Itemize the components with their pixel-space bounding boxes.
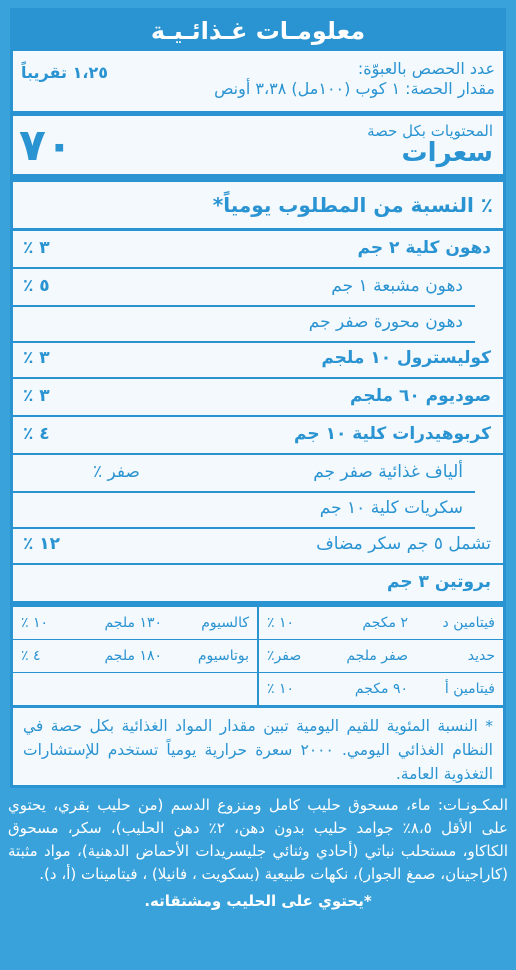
serving-size: مقدار الحصة: ١ كوب (١٠٠مل) ٣،٣٨ أونص [214, 79, 495, 98]
vitamin-amount: ٩٠ مكجم [354, 681, 408, 697]
nutrient-name: دهون محورة صفر جم [308, 312, 463, 332]
servings-per-container-label: عدد الحصص بالعبوّة: [357, 59, 495, 78]
vitamin-row [13, 640, 503, 673]
nutrient-pct: ٣ ٪ [23, 386, 50, 406]
nutrient-pct: ٣ ٪ [23, 238, 50, 258]
nutrient-name: دهون كلية ٢ جم [357, 238, 491, 258]
nutrient-row-total-sugars [13, 491, 503, 527]
nutrient-name: تشمل ٥ جم سكر مضاف [316, 534, 491, 554]
calories-value: ٧٠ [19, 120, 73, 171]
nutrient-row-added-sugars [13, 527, 503, 565]
serving-info [13, 51, 503, 116]
allergen-statement: *يحتوي على الحليب ومشتقاته. [144, 892, 372, 910]
nutrient-name: سكريات كلية ١٠ جم [319, 498, 463, 518]
nutrient-pct: ١٢ ٪ [23, 534, 61, 554]
nutrient-row-saturated-fat [13, 269, 503, 305]
panel-title: معلومـات غـذائـيـة [13, 11, 503, 51]
servings-per-container-value: ١،٢٥ تقريباً [21, 63, 108, 82]
nutrient-pct: ٥ ٪ [23, 276, 50, 296]
nutrient-row-protein [13, 565, 503, 607]
vitamin-pct: صفر٪ [267, 648, 302, 664]
vitamin-name: فيتامين أ [444, 681, 495, 697]
vitamin-name: فيتامين د [442, 615, 495, 631]
vitamin-name: كالسيوم [201, 615, 249, 631]
nutrient-name: كوليسترول ١٠ ملجم [321, 348, 491, 368]
ingredients-text: المكـونـات: ماء، مسحوق حليب كامل ومنزوع الدسم (من حليب بقري، يحتوي على الأقل ٨،٥٪ جوامد حليب بدون دهن، ٢٪ دهن الحليب)، سكر، مسحوق الكاكاو، مستحلب نباتي (أحادي وثنائي جليسريدات الأحماض الدهنية)، مواد مثبتة (كاراجينان، صمغ الجوار)، نكهات طبيعية (بسكويت ، فانيلا) ، فيتامينات (أ، د). [8, 796, 508, 883]
vitamin-amount: ١٨٠ ملجم [104, 648, 162, 664]
nutrient-row-total-carbohydrate [13, 417, 503, 455]
vitamin-cell [257, 607, 503, 639]
vitamin-cell-empty [13, 673, 257, 705]
vitamin-pct: ١٠ ٪ [21, 615, 49, 631]
nutrient-name: صوديوم ٦٠ ملجم [350, 386, 491, 406]
nutrient-row-trans-fat [13, 305, 503, 341]
calories-label: سعرات [401, 138, 493, 168]
nutrient-row-total-fat [13, 231, 503, 269]
vitamins-minerals-grid [13, 607, 503, 708]
vitamin-pct: ١٠ ٪ [267, 681, 295, 697]
vitamin-amount: ٢ مكجم [362, 615, 408, 631]
nutrient-name: دهون مشبعة ١ جم [331, 276, 463, 296]
nutrient-pct: ٣ ٪ [23, 348, 50, 368]
nutrient-pct: صفر ٪ [93, 462, 140, 482]
nutrient-row-dietary-fiber [13, 455, 503, 491]
nutrient-name: بروتين ٣ جم [387, 572, 491, 592]
vitamin-amount: ١٣٠ ملجم [104, 615, 162, 631]
nutrient-name: ألياف غذائية صفر جم [313, 462, 463, 482]
amount-per-serving-label: المحتويات بكل حصة [367, 122, 493, 140]
vitamin-row [13, 607, 503, 640]
nutrient-pct: ٤ ٪ [23, 424, 50, 444]
nutrient-row-sodium [13, 379, 503, 417]
vitamin-name: بوتاسيوم [197, 648, 249, 664]
vitamin-amount: صفر ملجم [346, 648, 408, 664]
nutrition-facts-panel [10, 8, 506, 788]
vitamin-pct: ٤ ٪ [21, 648, 41, 664]
daily-value-header: ٪ النسبة من المطلوب يومياً* [13, 182, 503, 231]
vitamin-cell [257, 673, 503, 705]
vitamin-pct: ١٠ ٪ [267, 615, 295, 631]
daily-value-footnote: * النسبة المئوية للقيم اليومية تبين مقدار المواد الغذائية بكل حصة في النظام الغذائي اليومي. ٢٠٠٠ سعرة حرارية يومياً تستخدم للإستشارات التغذوية العامة. [23, 717, 493, 783]
calories-section [13, 116, 503, 182]
vitamin-row [13, 673, 503, 705]
vitamin-name: حديد [467, 648, 495, 664]
vitamin-cell [257, 640, 503, 672]
vitamin-cell [13, 607, 257, 639]
nutrient-row-cholesterol [13, 341, 503, 379]
vitamin-cell [13, 640, 257, 672]
nutrient-name: كربوهيدرات كلية ١٠ جم [294, 424, 491, 444]
ingredients-block [8, 794, 508, 913]
